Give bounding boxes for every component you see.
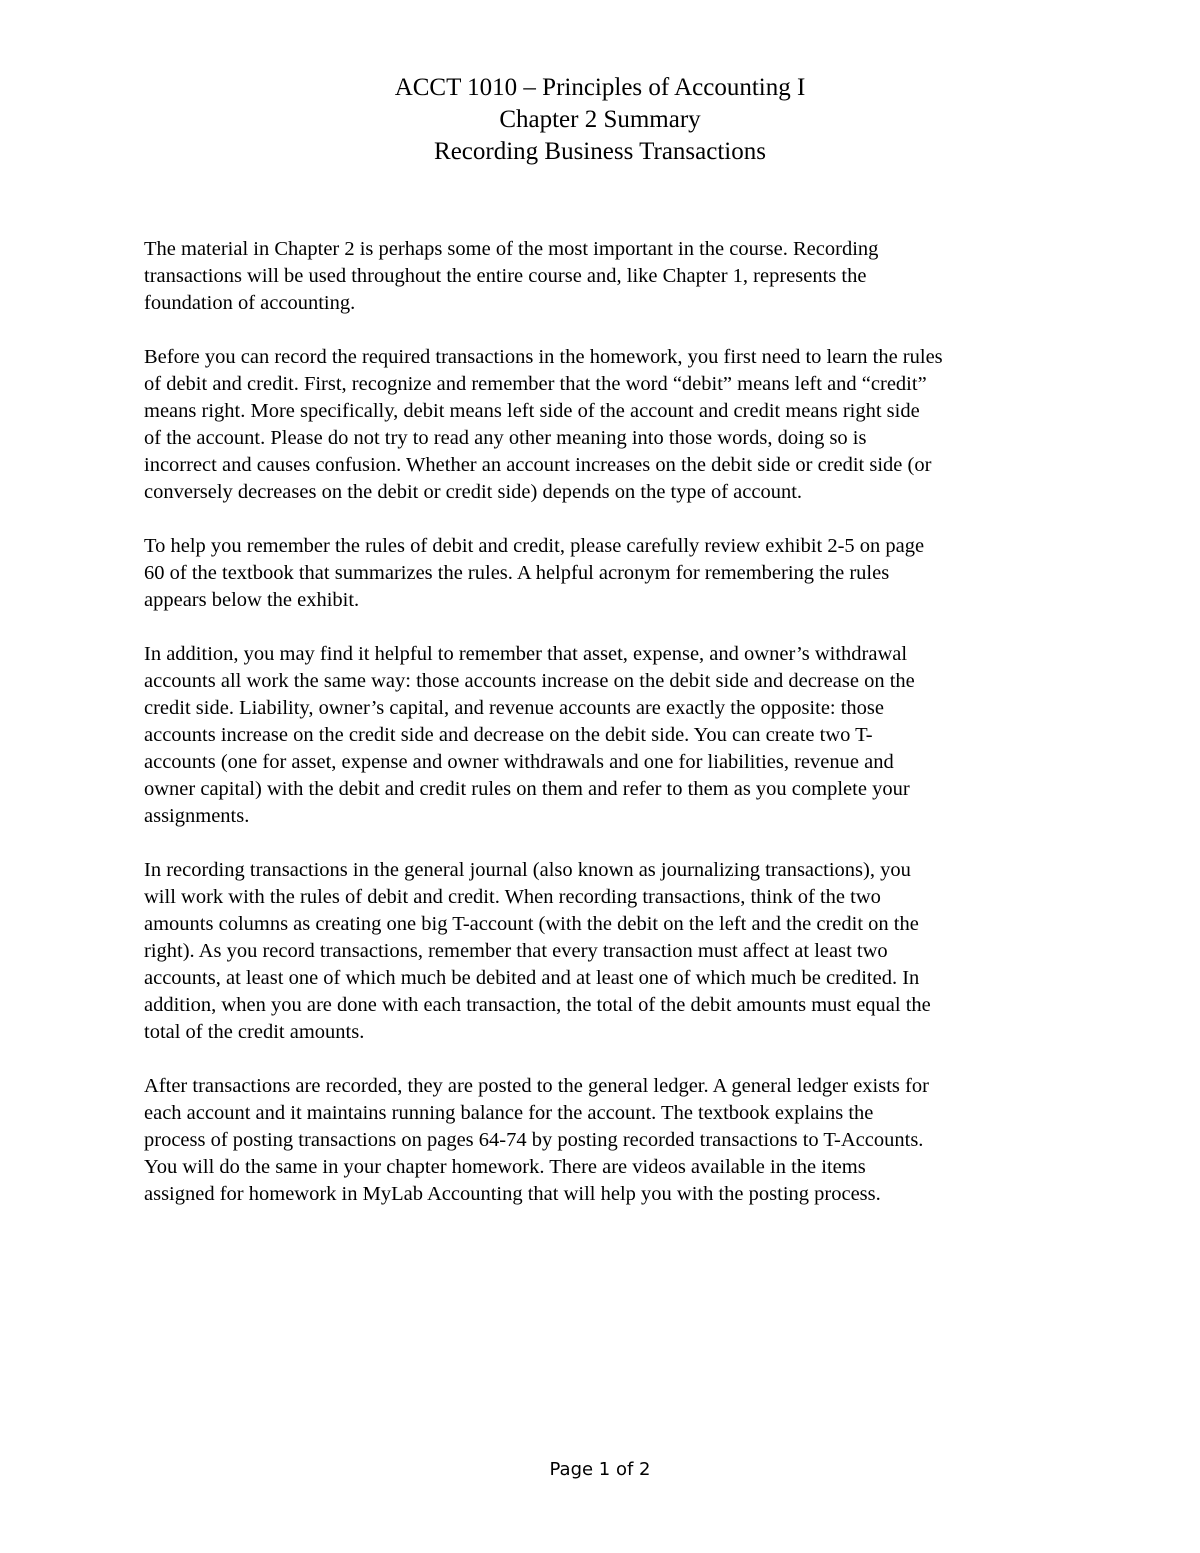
- paragraph-general-ledger: [144, 1073, 1064, 1208]
- text-line: transactions will be used throughout the entire course and, like Chapter 1, represents the: [144, 265, 867, 287]
- text-line: of the account. Please do not try to read any other meaning into those words, doing so is: [144, 427, 867, 449]
- text-line: accounts increase on the credit side and decrease on the debit side. You can create two T-: [144, 724, 873, 746]
- text-line: each account and it maintains running balance for the account. The textbook explains the: [144, 1102, 874, 1124]
- text-line: After transactions are recorded, they are posted to the general ledger. A general ledger exists for: [144, 1075, 929, 1097]
- text-line: The material in Chapter 2 is perhaps some of the most important in the course. Recording: [144, 238, 879, 260]
- chapter-title: Chapter 2 Summary: [499, 106, 701, 133]
- course-title: ACCT 1010 – Principles of Accounting I: [394, 74, 806, 101]
- paragraph-general-journal: [144, 857, 1064, 1046]
- text-line: right). As you record transactions, remember that every transaction must affect at least two: [144, 940, 888, 962]
- text-line: accounts (one for asset, expense and owner withdrawals and one for liabilities, revenue and: [144, 751, 894, 773]
- text-line: To help you remember the rules of debit and credit, please carefully review exhibit 2-5 on page: [144, 535, 925, 557]
- text-line: assignments.: [144, 805, 250, 827]
- paragraph-account-types: [144, 641, 1064, 830]
- text-line: accounts, at least one of which much be debited and at least one of which much be credited. In: [144, 967, 920, 989]
- title-block: [0, 72, 1200, 168]
- page-number: Page 1 of 2: [549, 1459, 651, 1480]
- paragraph-exhibit: [144, 533, 1064, 614]
- text-line: In recording transactions in the general journal (also known as journalizing transactions), you: [144, 859, 911, 881]
- text-line: owner capital) with the debit and credit rules on them and refer to them as you complete your: [144, 778, 910, 800]
- text-line: credit side. Liability, owner’s capital, and revenue accounts are exactly the opposite: those: [144, 697, 885, 719]
- text-line: Before you can record the required transactions in the homework, you first need to learn the rules: [144, 346, 943, 368]
- text-line: foundation of accounting.: [144, 292, 356, 314]
- text-line: amounts columns as creating one big T-account (with the debit on the left and the credit on the: [144, 913, 919, 935]
- text-line: means right. More specifically, debit means left side of the account and credit means right side: [144, 400, 920, 422]
- text-line: will work with the rules of debit and credit. When recording transactions, think of the two: [144, 886, 881, 908]
- text-line: assigned for homework in MyLab Accounting that will help you with the posting process.: [144, 1183, 881, 1205]
- text-line: addition, when you are done with each transaction, the total of the debit amounts must equal the: [144, 994, 931, 1016]
- text-line: total of the credit amounts.: [144, 1021, 365, 1043]
- text-line: accounts all work the same way: those accounts increase on the debit side and decrease on the: [144, 670, 915, 692]
- paragraph-debit-credit-rules: [144, 344, 1064, 506]
- text-line: You will do the same in your chapter homework. There are videos available in the items: [144, 1156, 866, 1178]
- text-line: 60 of the textbook that summarizes the rules. A helpful acronym for remembering the rules: [144, 562, 890, 584]
- text-line: process of posting transactions on pages 64-74 by posting recorded transactions to T-Accounts.: [144, 1129, 924, 1151]
- body-text: [144, 236, 1064, 1235]
- text-line: of debit and credit. First, recognize and remember that the word “debit” means left and “credit”: [144, 373, 927, 395]
- topic-title: Recording Business Transactions: [434, 138, 766, 165]
- text-line: In addition, you may find it helpful to remember that asset, expense, and owner’s withdrawal: [144, 643, 908, 665]
- text-line: appears below the exhibit.: [144, 589, 360, 611]
- text-line: conversely decreases on the debit or credit side) depends on the type of account.: [144, 481, 803, 503]
- paragraph-intro: [144, 236, 1064, 317]
- text-line: incorrect and causes confusion. Whether an account increases on the debit side or credit side (or: [144, 454, 932, 476]
